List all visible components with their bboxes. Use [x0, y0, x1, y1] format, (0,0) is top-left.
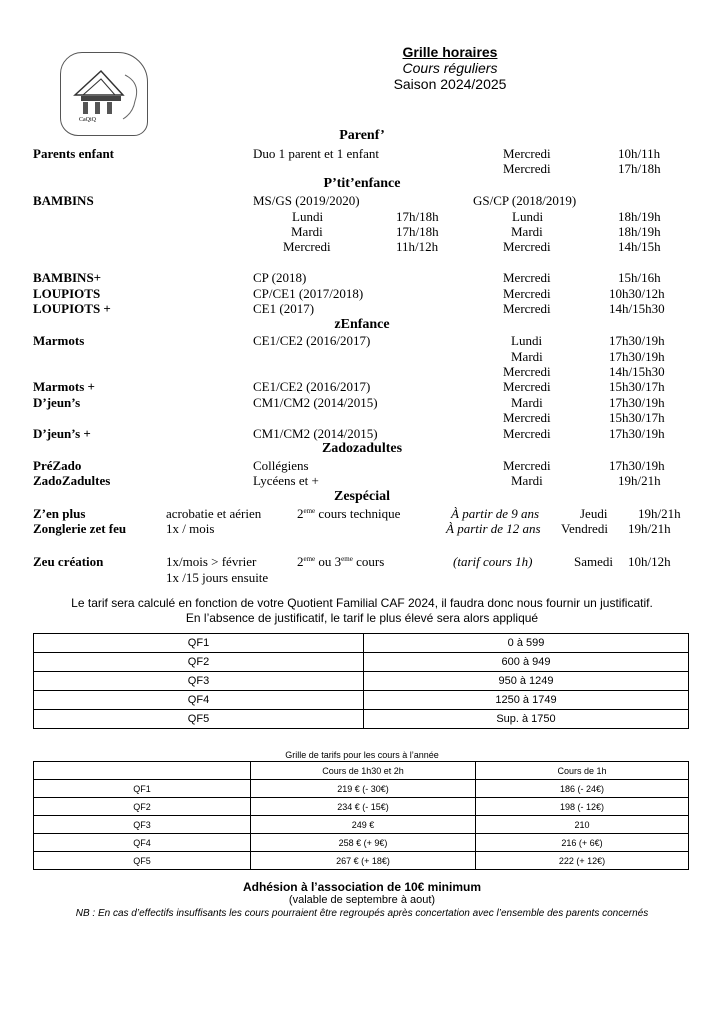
price-cell: 234 € (- 15€) — [251, 798, 476, 816]
course-hour: 18h/19h — [618, 209, 661, 224]
course-name: D’jeun’s — [33, 395, 81, 410]
course-hour: 14h/15h30 — [609, 301, 665, 316]
course-desc: CE1 (2017) — [253, 301, 315, 316]
tarif-info-line: Le tarif sera calculé en fonction de votre Quotient Familial CAF 2024, il faudra donc nous fournir un justificatif. — [71, 596, 653, 610]
table-row — [34, 653, 689, 672]
course-day: Mardi — [511, 395, 543, 410]
course-hour: 19h/21h — [628, 521, 671, 536]
course-day: Mercredi — [503, 270, 551, 285]
course-name: PréZado — [33, 458, 82, 473]
section-title-ptit-enfance: P’tit’enfance — [323, 176, 401, 191]
page-header — [380, 44, 520, 92]
qf-cell: QF1 — [34, 634, 364, 653]
course-day: Mercredi — [503, 458, 551, 473]
table-row — [34, 780, 689, 798]
tarif-table-caption: Grille de tarifs pour les cours à l’année — [285, 750, 439, 760]
course-hour: 11h/12h — [396, 239, 439, 254]
price-cell: 222 (+ 12€) — [476, 852, 689, 870]
course-name: Marmots + — [33, 379, 95, 394]
course-name: LOUPIOTS + — [33, 301, 111, 316]
price-cell: 216 (+ 6€) — [476, 834, 689, 852]
course-day: Mercredi — [503, 379, 551, 394]
table-header-row — [34, 762, 689, 780]
qf-cell: QF2 — [34, 653, 364, 672]
qf-range-cell: 950 à 1249 — [364, 672, 689, 691]
course-hour: 17h30/19h — [609, 333, 665, 348]
course-day: Lundi — [292, 209, 324, 224]
course-name: LOUPIOTS — [33, 286, 101, 301]
qf-cell: QF4 — [34, 834, 251, 852]
course-day: Mercredi — [503, 426, 551, 441]
price-cell: 186 (- 24€) — [476, 780, 689, 798]
footer — [0, 880, 724, 921]
table-row — [34, 816, 689, 834]
course-name: ZadoZadultes — [33, 473, 111, 488]
tarif-table — [33, 761, 689, 870]
course-hour: 17h/18h — [396, 224, 439, 239]
course-day: Mercredi — [503, 410, 551, 425]
course-hour: 17h30/19h — [609, 395, 665, 410]
qf-range-cell: Sup. à 1750 — [364, 710, 689, 729]
course-hour: 17h30/19h — [609, 458, 665, 473]
course-day: Mercredi — [503, 161, 551, 176]
course-day: Lundi — [512, 209, 544, 224]
course-hour: 17h/18h — [396, 209, 439, 224]
course-level: 2eme ou 3eme cours — [297, 554, 385, 569]
price-cell: 267 € (+ 18€) — [251, 852, 476, 870]
course-day: Mardi — [511, 224, 543, 239]
course-desc: CM1/CM2 (2014/2015) — [253, 395, 378, 410]
course-hour: 15h30/17h — [609, 410, 665, 425]
section-title-zespecial: Zespécial — [334, 489, 390, 504]
season-label: Saison 2024/2025 — [393, 76, 507, 92]
qf-cell: QF2 — [34, 798, 251, 816]
course-desc: 1x / mois — [166, 521, 215, 536]
adhesion-text: Adhésion à l’association de 10€ minimum — [242, 880, 482, 894]
course-desc: CP (2018) — [253, 270, 307, 285]
price-cell: 219 € (- 30€) — [251, 780, 476, 798]
footer-note: NB : En cas d’effectifs insuffisants les cours pourraient être regroupés après concertation avec l’ensemble des parents concernés — [75, 908, 649, 919]
course-name: Zonglerie zet feu — [33, 521, 127, 536]
qf-range-cell: 0 à 599 — [364, 634, 689, 653]
course-desc: CE1/CE2 (2016/2017) — [253, 333, 371, 348]
course-age: À partir de 9 ans — [451, 506, 540, 521]
course-day: Mardi — [511, 473, 543, 488]
course-day: Mercredi — [503, 364, 551, 379]
table-row — [34, 634, 689, 653]
qf-table — [33, 633, 689, 729]
price-cell: 198 (- 12€) — [476, 798, 689, 816]
course-day: Mercredi — [503, 301, 551, 316]
qf-range-cell: 1250 à 1749 — [364, 691, 689, 710]
price-cell: 258 € (+ 9€) — [251, 834, 476, 852]
page-title: Grille horaires — [402, 44, 498, 60]
course-hour: 10h30/12h — [609, 286, 665, 301]
course-hour: 15h30/17h — [609, 379, 665, 394]
logo — [60, 52, 148, 136]
qf-cell: QF3 — [34, 672, 364, 691]
section-title-zenfance: zEnfance — [334, 317, 390, 332]
qf-cell: QF5 — [34, 852, 251, 870]
course-desc: CP/CE1 (2017/2018) — [253, 286, 364, 301]
group-label: GS/CP (2018/2019) — [473, 193, 577, 208]
group-label: MS/GS (2019/2020) — [253, 193, 360, 208]
course-day: Jeudi — [580, 506, 608, 521]
course-desc: acrobatie et aérien — [166, 506, 262, 521]
course-desc: CM1/CM2 (2014/2015) — [253, 426, 378, 441]
price-cell: 210 — [476, 816, 689, 834]
course-name: Marmots — [33, 333, 85, 348]
table-row — [34, 834, 689, 852]
adhesion-validity: (valable de septembre à aout) — [288, 894, 436, 906]
course-desc: 1x /15 jours ensuite — [166, 570, 269, 585]
course-hour: 17h/18h — [618, 161, 661, 176]
course-hour: 17h30/19h — [609, 426, 665, 441]
qf-cell: QF5 — [34, 710, 364, 729]
course-hour: 15h/16h — [618, 270, 661, 285]
course-desc: Collégiens — [253, 458, 309, 473]
course-name: BAMBINS — [33, 193, 94, 208]
tarif-info-line: En l’absence de justificatif, le tarif le plus élevé sera alors appliqué — [185, 611, 539, 625]
course-day: Samedi — [574, 554, 613, 569]
course-desc: Duo 1 parent et 1 enfant — [253, 146, 379, 161]
course-day: Vendredi — [561, 521, 608, 536]
course-hour: 17h30/19h — [609, 349, 665, 364]
table-header: Cours de 1h — [476, 762, 689, 780]
table-header — [34, 762, 251, 780]
qf-cell: QF3 — [34, 816, 251, 834]
course-hour: 14h/15h — [618, 239, 661, 254]
price-cell: 249 € — [251, 816, 476, 834]
course-age: À partir de 12 ans — [446, 521, 541, 536]
course-desc: CE1/CE2 (2016/2017) — [253, 379, 371, 394]
course-day: Lundi — [511, 333, 543, 348]
course-name: D’jeun’s + — [33, 426, 91, 441]
table-row — [34, 852, 689, 870]
table-row — [34, 691, 689, 710]
table-header: Cours de 1h30 et 2h — [251, 762, 476, 780]
course-hour: 14h/15h30 — [609, 364, 665, 379]
page-subtitle: Cours réguliers — [402, 60, 498, 76]
qf-cell: QF1 — [34, 780, 251, 798]
course-level: 2eme cours technique — [297, 506, 401, 521]
course-hour: 10h/12h — [628, 554, 671, 569]
course-day: Mercredi — [503, 146, 551, 161]
course-hour: 19h/21h — [618, 473, 661, 488]
course-name: BAMBINS+ — [33, 270, 102, 285]
qf-cell: QF4 — [34, 691, 364, 710]
course-hour: 19h/21h — [638, 506, 681, 521]
section-title-parent: Parenf’ — [339, 128, 385, 143]
course-name: Z’en plus — [33, 506, 86, 521]
logo-graphic — [61, 53, 147, 135]
logo-text: CaQiQ — [79, 117, 96, 123]
qf-range-cell: 600 à 949 — [364, 653, 689, 672]
table-row — [34, 710, 689, 729]
course-day: Mardi — [291, 224, 323, 239]
course-day: Mercredi — [283, 239, 331, 254]
course-desc: Lycéens et + — [253, 473, 319, 488]
course-hour: 18h/19h — [618, 224, 661, 239]
section-title-zadozadultes: Zadozadultes — [321, 441, 403, 456]
course-day: Mercredi — [503, 239, 551, 254]
course-tarif-note: (tarif cours 1h) — [453, 554, 533, 569]
course-desc: 1x/mois > février — [166, 554, 257, 569]
table-row — [34, 798, 689, 816]
course-day: Mardi — [511, 349, 543, 364]
course-name: Zeu création — [33, 554, 104, 569]
table-row — [34, 672, 689, 691]
course-hour: 10h/11h — [618, 146, 661, 161]
course-day: Mercredi — [503, 286, 551, 301]
course-name: Parents enfant — [33, 146, 115, 161]
